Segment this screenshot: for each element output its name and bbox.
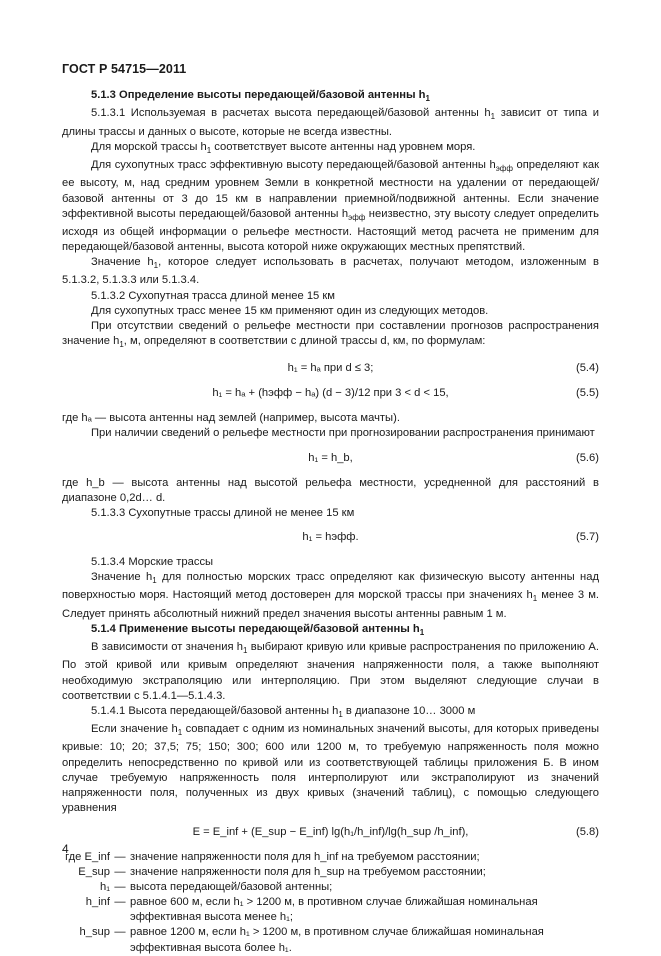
formula-number: (5.7): [575, 530, 599, 543]
subsection-title-5-1-3-2: 5.1.3.2 Сухопутная трасса длиной менее 15 км: [91, 289, 335, 302]
paragraph-curve-selection: В зависимости от значения $h_1$ выбирают кривую или кривые распространения по приложению А. По этой кривой или кривым определяют значения напряженности поля, а также выполняют необходимую экстраполяцию или интерполяцию. При этом выделяют следующие случаи в соответствии с 5.1.4.1—5.1.4.3.: [62, 641, 599, 702]
paragraph-sea-path: Для морской трассы $h_1$ соответствует высоте антенны над уровнем моря.: [91, 140, 476, 155]
formula-expression: h₁ = hэфф.: [302, 530, 359, 543]
subsection-title-5-1-4-1: 5.1.4.1 Высота передающей/базовой антенны $h_1$ в диапазоне 10… 3000 м: [91, 704, 476, 719]
where-dash: —: [114, 850, 126, 863]
paragraph-h1-method: Значение $h_1$, которое следует использовать в расчетах, получают методом, изложенным в 5.1.3.2, 5.1.3.3 или 5.1.3.4.: [62, 256, 599, 287]
where-dash: —: [114, 866, 126, 879]
where-dash: —: [114, 926, 126, 939]
standard-header: ГОСТ Р 54715—2011: [62, 62, 187, 76]
formula-5-8: [62, 825, 599, 840]
where-symbol: h_inf: [85, 896, 110, 909]
formula-number: (5.8): [575, 825, 599, 838]
formula-5-7: [62, 530, 599, 545]
where-symbol: h_sup: [79, 926, 110, 939]
where-description: равное 600 м, если h₁ > 1200 м, в противном случае ближайшая номинальная эффективная высота менее h₁;: [130, 896, 538, 924]
where-dash: —: [114, 881, 126, 894]
where-dash: —: [114, 896, 126, 909]
formula-5-5: [62, 386, 599, 401]
paragraph-5-1-3-1: 5.1.3.1 Используемая в расчетах высота передающей/базовой антенны $h_1$ зависит от типа и длины трассы и данных о высоте, которые не всегда известны.: [62, 107, 600, 138]
formula-number: (5.5): [575, 387, 599, 400]
paragraph-with-terrain: При наличии сведений о рельефе местности при прогнозировании распространения принимают: [91, 427, 595, 440]
formula-expression: h₁ = h_b,: [308, 451, 353, 464]
formula-number: (5.6): [575, 451, 599, 464]
formula-expression: h₁ = hₐ при d ≤ 3;: [287, 362, 374, 375]
formula-expression: E = E_inf + (E_sup − E_inf) lg(h₁/h_inf)/lg(h_sup /h_inf),: [192, 825, 469, 838]
where-ha: где hₐ — высота антенны над землей (например, высота мачты).: [62, 412, 400, 425]
paragraph-land-path: Для сухопутных трасс эффективную высоту передающей/базовой антенны $h_{эфф}$ определяют как ее высоту, м, над средним уровнем Земли в конкретной местности на удалении от передающей/базовой антенны от 3 до 15 км в направлении приемной/подвижной антенны. Если значение эффективной высоты передающей/базовой антенны $h_{эфф}$ неизвестно, эту высоту следует определить исходя из общей информации о рельефе местности. Настоящий метод расчета не применим для передающей/базовой антенны, высота которой ниже окружающих местных препятствий.: [62, 159, 599, 254]
formula-number: (5.4): [575, 362, 599, 375]
formula-5-6: [62, 451, 599, 466]
formula-5-4: [62, 361, 599, 376]
paragraph-methods: Для сухопутных трасс менее 15 км применяют один из следующих методов.: [91, 304, 489, 317]
where-description: высота передающей/базовой антенны;: [130, 881, 333, 894]
paragraph-interpolation: Если значение $h_1$ совпадает с одним из номинальных значений высоты, для которых приведены кривые: 10; 20; 37,5; 75; 150; 300; 600 или 1200 м, то требуемую напряженность поля можно определить непосредственно по кривой или из соответствующей таблицы приложения Б. В ином случае требуемую напряженность поля интерполируют или экстраполируют из значений напряженности поля, полученных из двух кривых (значений таблиц), с помощью следующего уравнения: [62, 723, 599, 814]
where-hb: где h_b — высота антенны над высотой рельефа местности, усредненной для расстояний в диапазоне 0,2d… d.: [62, 476, 599, 504]
formula-expression: h₁ = hₐ + (hэфф − hₐ) (d − 3)/12 при 3 < d < 15,: [212, 387, 449, 400]
section-heading-5-1-3: 5.1.3 Определение высоты передающей/базовой антенны $h_1$: [91, 89, 430, 104]
where-description: равное 1200 м, если h₁ > 1200 м, в противном случае ближайшая номинальная эффективная высота более h₁.: [130, 926, 544, 954]
section-heading-5-1-4: 5.1.4 Применение высоты передающей/базовой антенны $h_1$: [91, 622, 425, 638]
where-description: значение напряженности поля для h_sup на требуемом расстоянии;: [130, 866, 486, 879]
where-description: значение напряженности поля для h_inf на требуемом расстоянии;: [130, 850, 480, 863]
where-list: [62, 850, 599, 956]
document-body: [62, 88, 599, 956]
where-symbol: h₁: [100, 881, 110, 894]
page-number: 4: [62, 842, 69, 856]
where-symbol: E_sup: [78, 866, 110, 879]
subsection-title-5-1-3-3: 5.1.3.3 Сухопутные трассы длиной не менее 15 км: [91, 506, 355, 519]
subsection-title-5-1-3-4: 5.1.3.4 Морские трассы: [91, 555, 214, 568]
paragraph-no-terrain: При отсутствии сведений о рельефе местности при составлении прогнозов распространения значение $h_1$, м, определяют в соответствии с длиной трассы d, км, по формулам:: [62, 319, 599, 350]
paragraph-sea-height: Значение $h_1$ для полностью морских трасс определяют как физическую высоту антенны над поверхностью моря. Настоящий метод достоверен для морской трассы при значениях $h_1$ менее 3 м. Следует принять абсолютный нижний предел значения высоты антенны равным 1 м.: [62, 571, 599, 620]
where-symbol: где E_inf: [65, 850, 110, 863]
